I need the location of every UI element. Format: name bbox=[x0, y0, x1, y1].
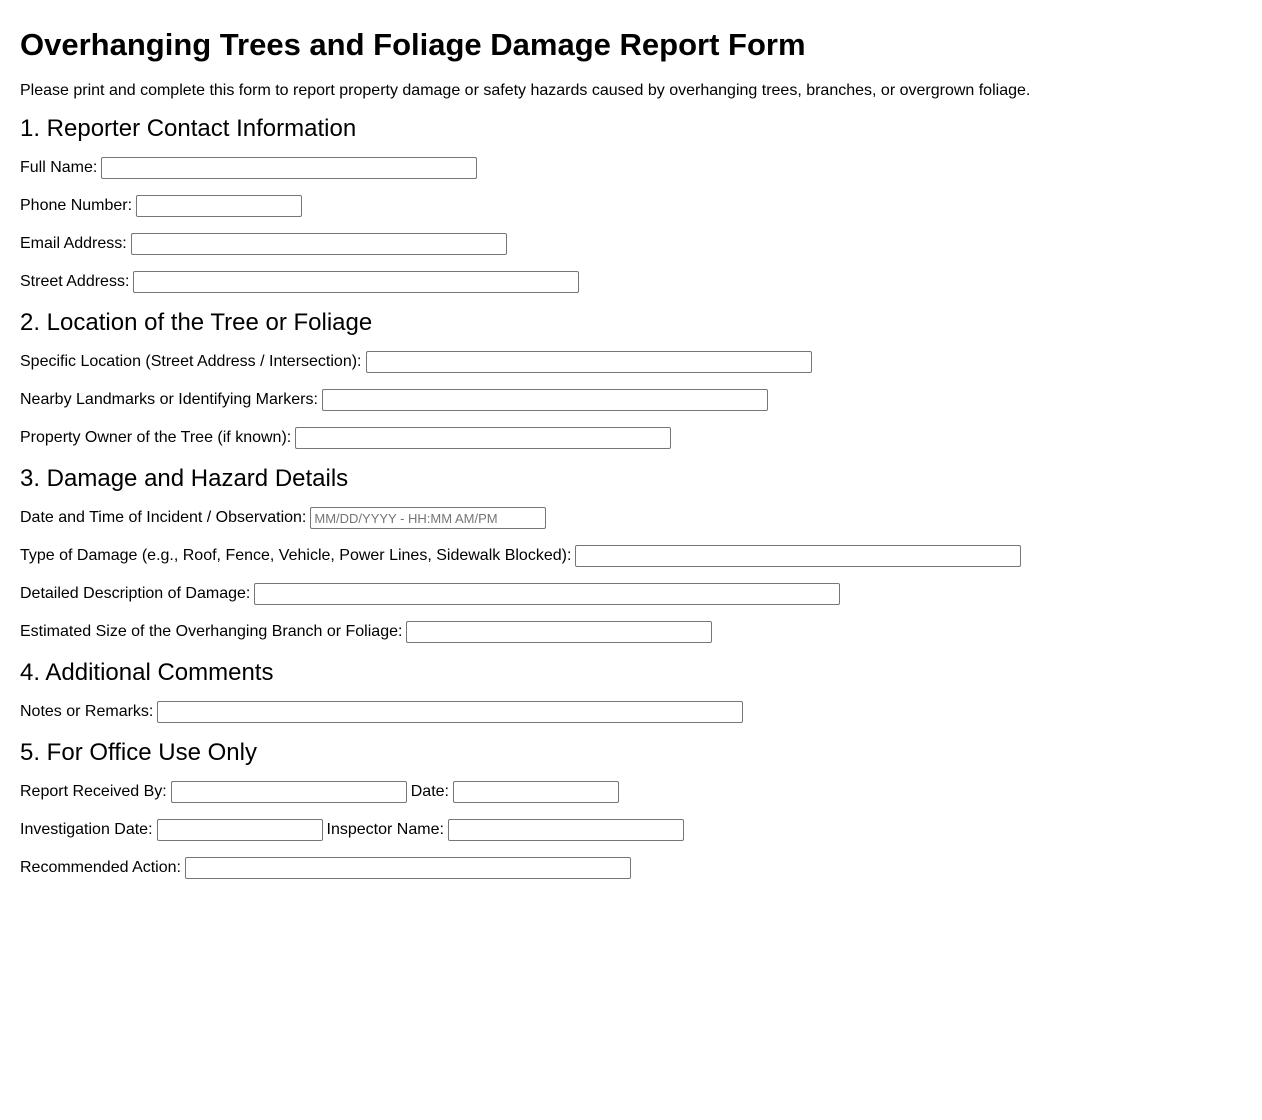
section-heading: 1. Reporter Contact Information bbox=[20, 115, 357, 143]
street-label: Street Address: bbox=[20, 273, 130, 291]
datetime-label: Date and Time of Incident / Observation: bbox=[20, 509, 307, 527]
notes-row bbox=[20, 701, 1242, 723]
received-by-label: Report Received By: bbox=[20, 783, 167, 801]
owner-label: Property Owner of the Tree (if known): bbox=[20, 429, 292, 447]
section-reporter-contact bbox=[20, 113, 1242, 293]
street-address-input[interactable] bbox=[133, 271, 579, 293]
full-name-row bbox=[20, 157, 1242, 179]
tree-owner-input[interactable] bbox=[295, 427, 671, 449]
full-name-label: Full Name: bbox=[20, 159, 98, 177]
intro-text: Please print and complete this form to report property damage or safety hazards caused by overhanging trees, branches, or overgrown foliage. bbox=[20, 82, 1031, 100]
datetime-row bbox=[20, 507, 1242, 529]
damage-type-label: Type of Damage (e.g., Roof, Fence, Vehicle, Power Lines, Sidewalk Blocked): bbox=[20, 547, 572, 565]
phone-row bbox=[20, 195, 1242, 217]
received-by-input[interactable] bbox=[171, 781, 407, 803]
notes-label: Notes or Remarks: bbox=[20, 703, 154, 721]
damage-type-row bbox=[20, 545, 1242, 567]
section-location bbox=[20, 307, 1242, 449]
section-heading: 5. For Office Use Only bbox=[20, 739, 257, 767]
damage-description-input[interactable] bbox=[254, 583, 840, 605]
full-name-input[interactable] bbox=[101, 157, 477, 179]
section-additional-comments bbox=[20, 657, 1242, 723]
email-row bbox=[20, 233, 1242, 255]
damage-type-input[interactable] bbox=[575, 545, 1021, 567]
recommended-action-input[interactable] bbox=[185, 857, 631, 879]
owner-row bbox=[20, 427, 1242, 449]
section-heading: 3. Damage and Hazard Details bbox=[20, 465, 349, 493]
datetime-input[interactable] bbox=[310, 507, 546, 529]
investigation-date-input[interactable] bbox=[157, 819, 323, 841]
specific-location-row bbox=[20, 351, 1242, 373]
email-input[interactable] bbox=[131, 233, 507, 255]
email-label: Email Address: bbox=[20, 235, 127, 253]
description-row bbox=[20, 583, 1242, 605]
inspector-name-input[interactable] bbox=[448, 819, 684, 841]
branch-size-input[interactable] bbox=[406, 621, 712, 643]
size-label: Estimated Size of the Overhanging Branch or Foliage: bbox=[20, 623, 403, 641]
received-row bbox=[20, 781, 1242, 803]
section-damage-details bbox=[20, 463, 1242, 643]
date-input[interactable] bbox=[453, 781, 619, 803]
section-heading: 2. Location of the Tree or Foliage bbox=[20, 309, 373, 337]
section-office-use bbox=[20, 737, 1242, 879]
action-row bbox=[20, 857, 1242, 879]
page-title: Overhanging Trees and Foliage Damage Report Form bbox=[20, 27, 806, 62]
notes-input[interactable] bbox=[157, 701, 743, 723]
investigation-date-label: Investigation Date: bbox=[20, 821, 153, 839]
phone-input[interactable] bbox=[136, 195, 302, 217]
action-label: Recommended Action: bbox=[20, 859, 181, 877]
landmarks-row bbox=[20, 389, 1242, 411]
description-label: Detailed Description of Damage: bbox=[20, 585, 251, 603]
size-row bbox=[20, 621, 1242, 643]
section-heading: 4. Additional Comments bbox=[20, 659, 274, 687]
specific-location-input[interactable] bbox=[366, 351, 812, 373]
landmarks-label: Nearby Landmarks or Identifying Markers: bbox=[20, 391, 318, 409]
date-label: Date: bbox=[410, 783, 449, 801]
specific-location-label: Specific Location (Street Address / Intersection): bbox=[20, 353, 362, 371]
phone-label: Phone Number: bbox=[20, 197, 133, 215]
investigation-row bbox=[20, 819, 1242, 841]
inspector-label: Inspector Name: bbox=[326, 821, 444, 839]
landmarks-input[interactable] bbox=[322, 389, 768, 411]
street-row bbox=[20, 271, 1242, 293]
